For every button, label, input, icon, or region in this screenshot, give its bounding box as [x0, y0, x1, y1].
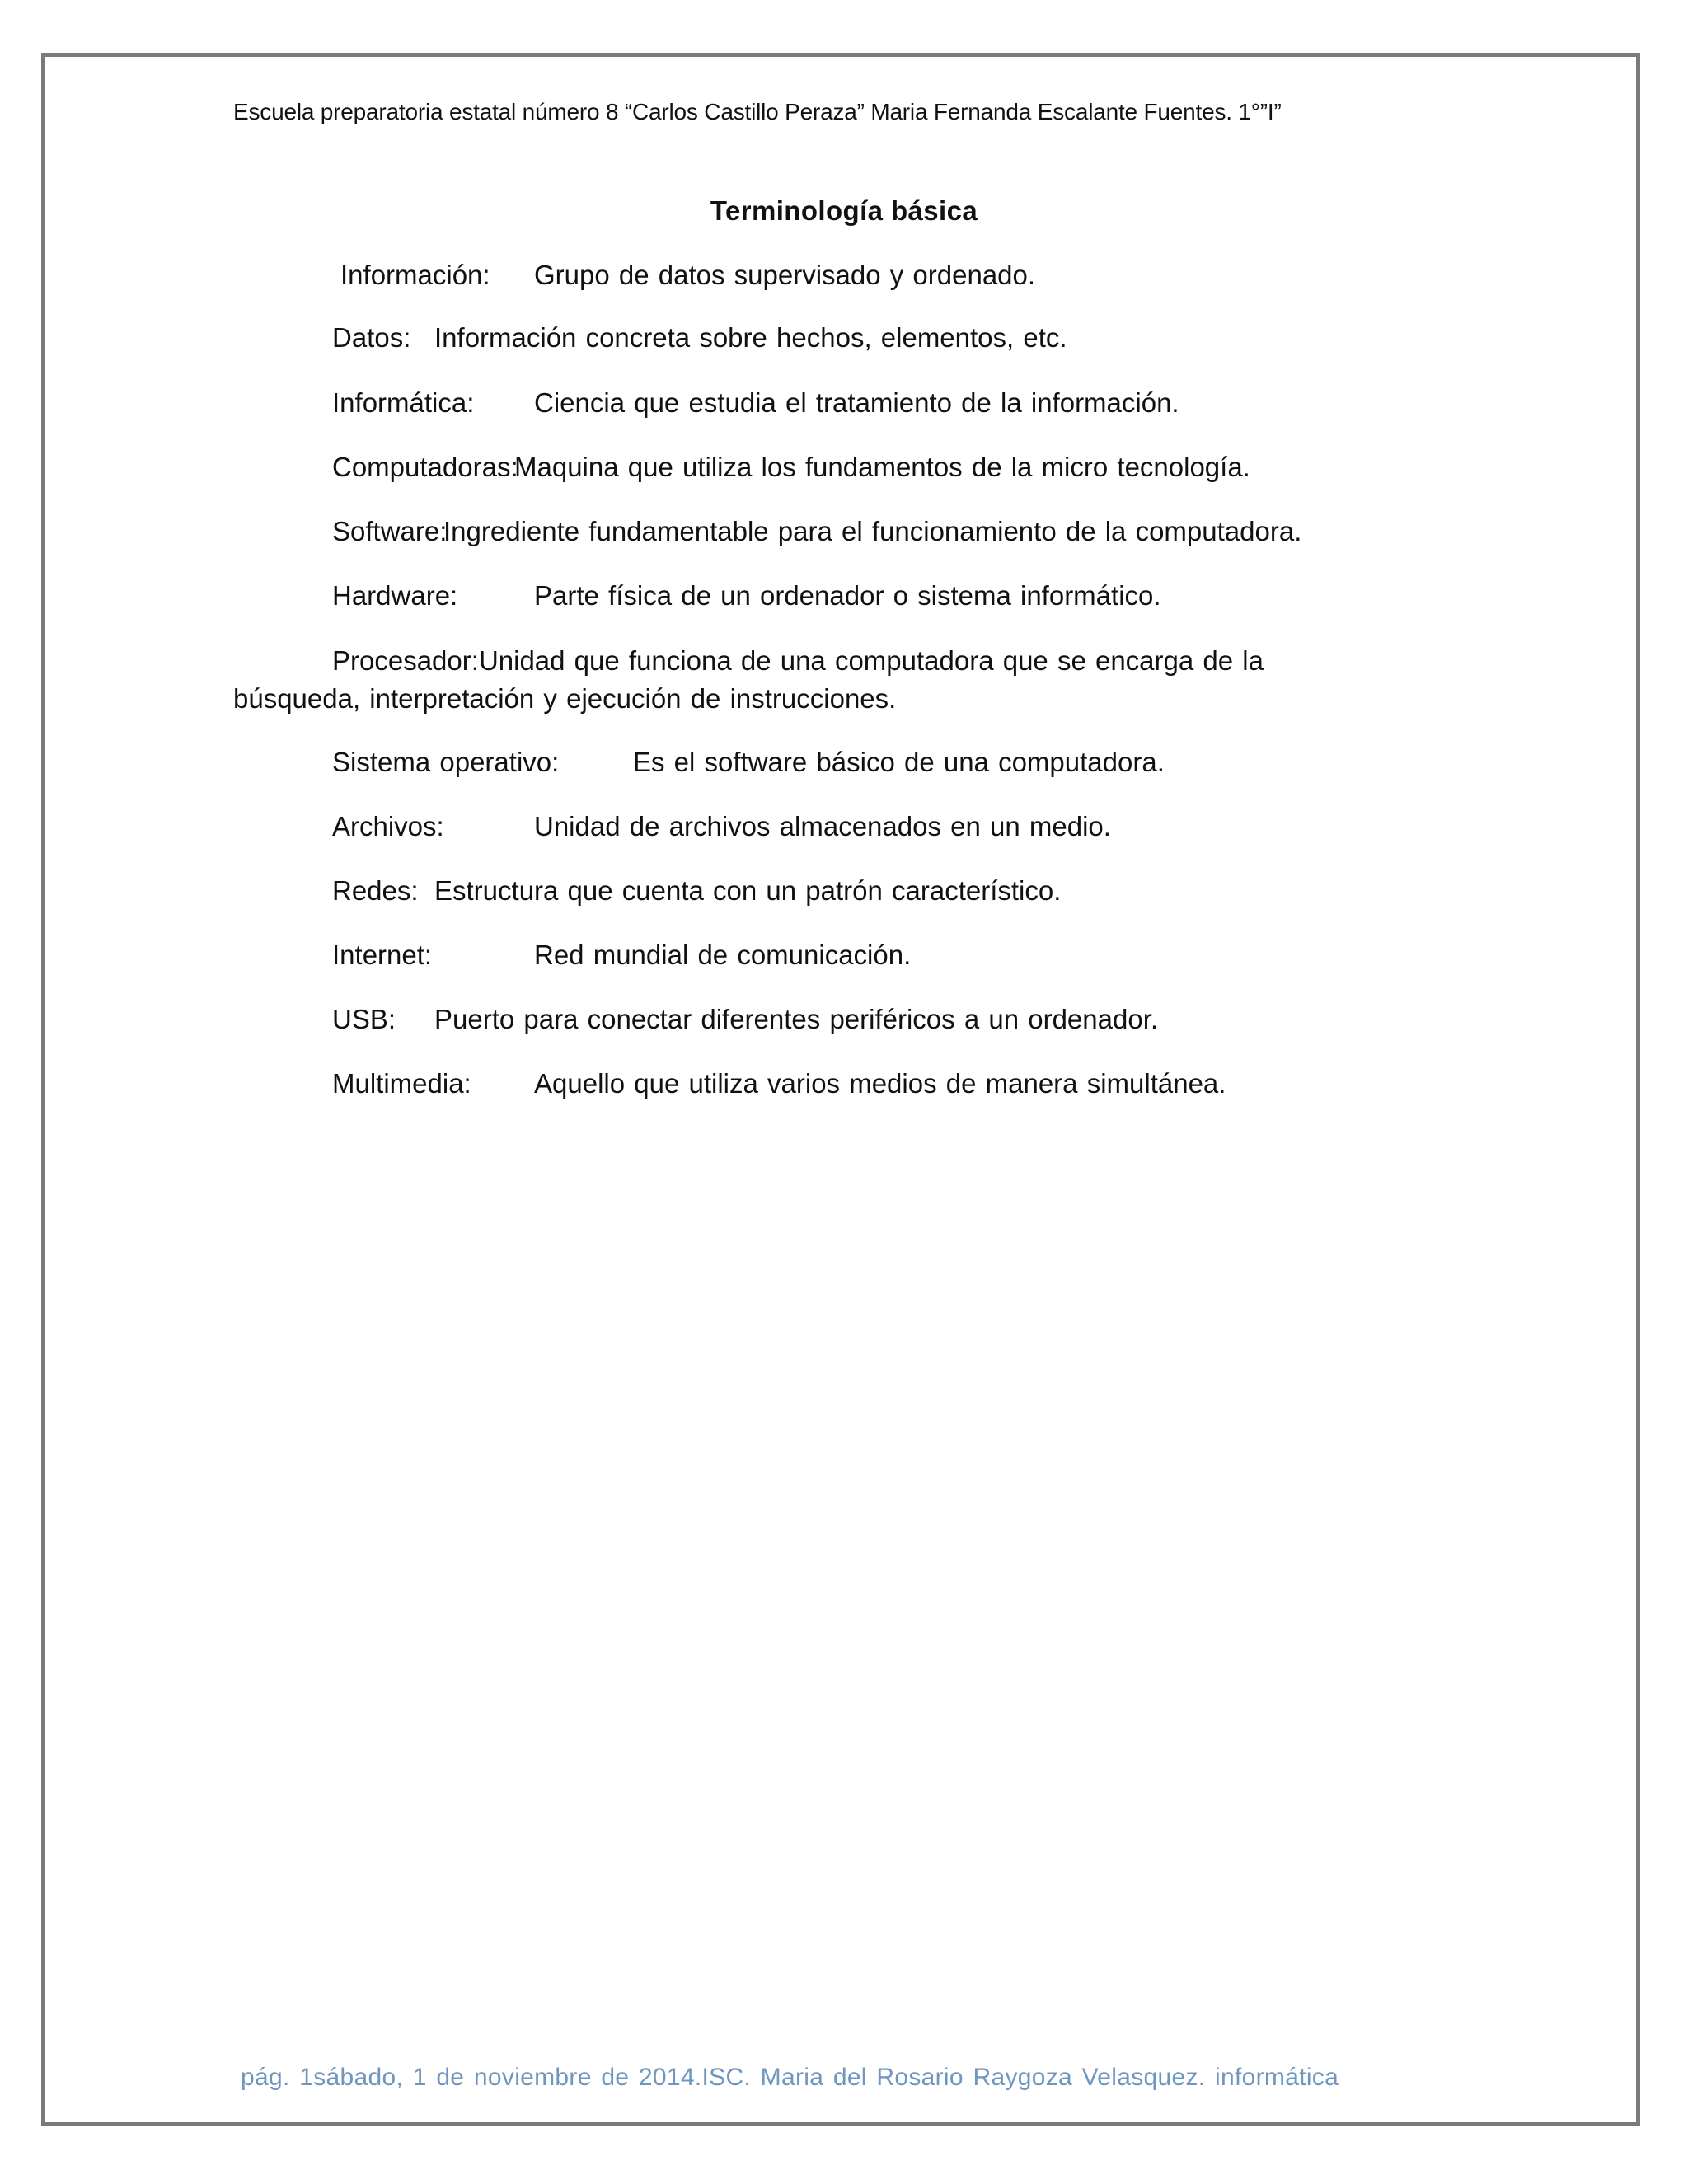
glossary-definition: Ciencia que estudia el tratamiento de la información. — [534, 387, 1179, 418]
glossary-definition: Unidad de archivos almacenados en un medio. — [534, 811, 1111, 841]
document-header: Escuela preparatoria estatal número 8 “Carlos Castillo Peraza” Maria Fernanda Escalante Fuentes. 1°”I” — [233, 99, 1282, 124]
glossary-definition: Ingrediente fundamentable para el funcionamiento de la computadora. — [443, 516, 1302, 546]
glossary-entry-sistema-operativo — [332, 746, 1165, 779]
glossary-term: Multimedia: — [332, 1068, 471, 1099]
document-title-text: Terminología básica — [710, 195, 978, 226]
glossary-entry-archivos — [332, 810, 1111, 843]
glossary-entry-internet — [332, 939, 911, 972]
glossary-definition: Estructura que cuenta con un patrón característico. — [434, 875, 1062, 906]
glossary-definition: Unidad que funciona de una computadora que se encarga de la búsqueda, interpretación y ejecución de instrucciones. — [233, 645, 1264, 714]
glossary-term: Informática: — [332, 387, 475, 418]
glossary-term: Información: — [340, 260, 490, 290]
glossary-entry-software — [332, 515, 1301, 548]
glossary-term: Internet: — [332, 940, 433, 970]
glossary-entry-informacion — [340, 259, 1035, 292]
glossary-definition: Grupo de datos supervisado y ordenado. — [534, 260, 1036, 290]
glossary-definition: Maquina que utiliza los fundamentos de la micro tecnología. — [514, 452, 1250, 482]
glossary-definition: Aquello que utiliza varios medios de manera simultánea. — [534, 1068, 1226, 1099]
glossary-entry-procesador — [233, 642, 1395, 718]
glossary-term: Datos: — [332, 322, 411, 353]
glossary-term: Procesador: — [332, 645, 479, 676]
glossary-term: Archivos: — [332, 811, 444, 841]
glossary-entry-multimedia — [332, 1067, 1226, 1100]
glossary-term: Computadoras: — [332, 452, 518, 482]
glossary-term: Redes: — [332, 875, 419, 906]
glossary-definition: Red mundial de comunicación. — [534, 940, 912, 970]
glossary-definition: Información concreta sobre hechos, elementos, etc. — [434, 322, 1067, 353]
glossary-entry-redes — [332, 874, 1061, 907]
glossary-entry-hardware — [332, 579, 1161, 612]
glossary-entry-datos — [332, 321, 1067, 354]
glossary-definition: Es el software básico de una computadora. — [633, 747, 1165, 777]
glossary-term: Software: — [332, 516, 448, 546]
glossary-term: USB: — [332, 1004, 396, 1034]
glossary-entry-computadoras — [332, 451, 1250, 484]
glossary-definition: Puerto para conectar diferentes periféricos a un ordenador. — [434, 1004, 1159, 1034]
glossary-term: Hardware: — [332, 580, 458, 611]
glossary-term: Sistema operativo: — [332, 747, 560, 777]
glossary-entry-informatica — [332, 387, 1179, 419]
document-footer: pág. 1sábado, 1 de noviembre de 2014.ISC. Maria del Rosario Raygoza Velasquez. informática — [241, 2064, 1339, 2091]
glossary-entry-usb — [332, 1003, 1158, 1036]
glossary-definition: Parte física de un ordenador o sistema informático. — [534, 580, 1161, 611]
